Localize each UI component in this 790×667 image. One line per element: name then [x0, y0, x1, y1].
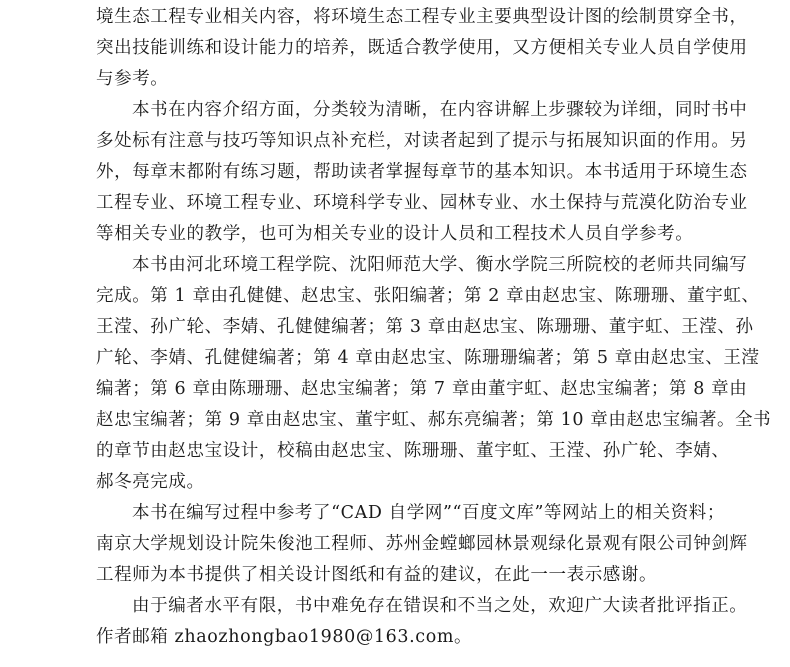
text-line: 完成。第 1 章由孔健健、赵忠宝、张阳编著；第 2 章由赵忠宝、陈珊珊、董宇虹、 [96, 286, 760, 306]
paragraph-content-intro [96, 95, 748, 250]
text-line: 王滢、孙广轮、李婧、孔健健编著；第 3 章由赵忠宝、陈珊珊、董宇虹、王滢、孙 [96, 317, 754, 337]
text-line: 多处标有注意与技巧等知识点补充栏，对读者起到了提示与拓展知识面的作用。另 [96, 131, 748, 151]
text-line: 工程师为本书提供了相关设计图纸和有益的建议，在此一一表示感谢。 [96, 565, 658, 585]
text-line: 本书在内容介绍方面，分类较为清晰，在内容讲解上步骤较为详细，同时书中 [132, 100, 748, 120]
text-line: 工程专业、环境工程专业、环境科学专业、园林专业、水土保持与荒漠化防治专业 [96, 193, 748, 213]
text-line: 本书在编写过程中参考了“CAD 自学网”“百度文库”等网站上的相关资料； [132, 503, 726, 523]
text-line: 外，每章末都附有练习题，帮助读者掌握每章节的基本知识。本书适用于环境生态 [96, 162, 748, 182]
text-line: 与参考。 [96, 69, 169, 89]
text-line: 编著；第 6 章由陈珊珊、赵忠宝编著；第 7 章由董宇虹、赵忠宝编著；第 8 章由 [96, 379, 748, 399]
text-line: 境生态工程专业相关内容，将环境生态工程专业主要典型设计图的绘制贯穿全书， [96, 7, 748, 27]
text-line: 本书由河北环境工程学院、沈阳师范大学、衡水学院三所院校的老师共同编写 [132, 255, 748, 275]
text-line: 赵忠宝编著；第 9 章由赵忠宝、董宇虹、郝东亮编著；第 10 章由赵忠宝编著。全书 [96, 410, 772, 430]
text-line: 广轮、李婧、孔健健编著；第 4 章由赵忠宝、陈珊珊编著；第 5 章由赵忠宝、王滢 [96, 348, 760, 368]
paragraph-closing [96, 591, 748, 653]
text-line: 的章节由赵忠宝设计，校稿由赵忠宝、陈珊珊、董宇虹、王滢、孙广轮、李婧、 [96, 441, 730, 461]
text-line: 由于编者水平有限，书中难免存在错误和不当之处，欢迎广大读者批评指正。 [132, 596, 748, 616]
author-email-line: 作者邮箱 zhaozhongbao1980@163.com。 [96, 627, 473, 647]
text-line: 郝冬亮完成。 [96, 472, 205, 492]
document-page [96, 0, 772, 653]
text-line: 突出技能训练和设计能力的培养，既适合教学使用，又方便相关专业人员自学使用 [96, 38, 748, 58]
paragraph-acknowledgements [96, 498, 748, 591]
paragraph-continuation [96, 2, 748, 95]
text-line: 等相关专业的教学，也可为相关专业的设计人员和工程技术人员自学参考。 [96, 224, 694, 244]
paragraph-authors [96, 250, 772, 498]
text-line: 南京大学规划设计院朱俊池工程师、苏州金螳螂园林景观绿化景观有限公司钟剑辉 [96, 534, 748, 554]
